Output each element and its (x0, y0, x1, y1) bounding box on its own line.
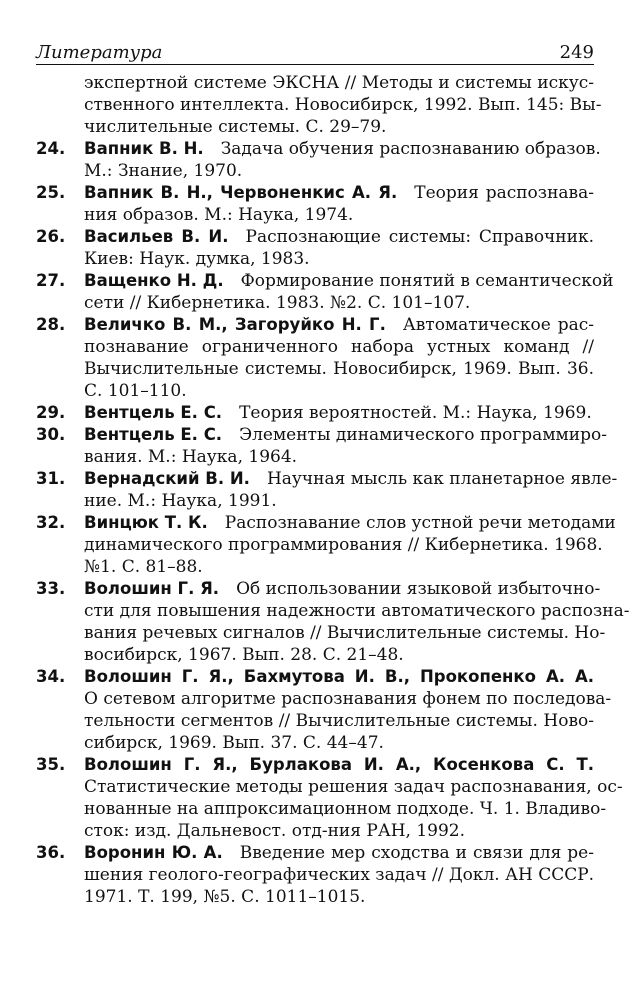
reference-line (84, 776, 623, 798)
page-number: 249 (559, 42, 594, 63)
reference-text: 1971. Т. 199, №5. С. 1011–1015. (84, 887, 366, 907)
reference-number: 34. (36, 667, 66, 686)
reference-number: 24. (36, 139, 66, 158)
reference-author: Васильев В. И. (84, 227, 229, 246)
reference-text: М.: Знание, 1970. (84, 161, 243, 181)
reference-text: О сетевом алгоритме распознавания фонем по последова- (84, 689, 612, 709)
reference-text: Автоматическое рас- (402, 315, 594, 335)
reference-number: 29. (36, 403, 66, 422)
reference-line (84, 336, 594, 358)
reference-line (84, 424, 607, 446)
reference-author: Воронин Ю. А. (84, 843, 223, 862)
reference-author: Вентцель Е. С. (84, 425, 223, 444)
reference-line (84, 292, 594, 314)
reference-text: Распознавание слов устной речи методами (224, 513, 616, 533)
reference-line (84, 270, 614, 292)
reference-number: 27. (36, 271, 66, 290)
reference-number: 32. (36, 513, 66, 532)
reference-line (84, 688, 612, 710)
reference-text: восибирск, 1967. Вып. 28. С. 21–48. (84, 645, 404, 665)
reference-text: Киев: Наук. думка, 1983. (84, 249, 310, 269)
reference-text: Вычислительные системы. Новосибирск, 1969. Вып. 36. (84, 359, 594, 379)
reference-line (84, 600, 630, 622)
page-header (36, 40, 594, 65)
reference-text: ния образов. М.: Наука, 1974. (84, 205, 354, 225)
reference-text: тельности сегментов // Вычислительные системы. Ново- (84, 711, 594, 731)
reference-text: нованные на аппроксимационном подходе. Ч. 1. Владиво- (84, 799, 607, 819)
reference-number: 26. (36, 227, 66, 246)
reference-author: Вапник В. Н., Червоненкис А. Я. (84, 183, 398, 202)
reference-line (84, 622, 606, 644)
reference-line (84, 556, 594, 578)
reference-author: Вапник В. Н. (84, 139, 204, 158)
reference-line (84, 468, 618, 490)
reference-text: Элементы динамического программиро- (239, 425, 607, 445)
reference-text: динамического программирования // Кибернетика. 1968. (84, 535, 603, 555)
reference-text: познавание ограниченного набора устных команд // (84, 337, 594, 357)
reference-line (84, 116, 594, 138)
reference-line (84, 578, 601, 600)
reference-text: Теория вероятностей. М.: Наука, 1969. (239, 403, 592, 423)
reference-text: Теория распознава- (414, 183, 594, 203)
reference-line (84, 160, 594, 182)
reference-author: Вентцель Е. С. (84, 403, 223, 422)
reference-number: 36. (36, 843, 66, 862)
reference-line (84, 644, 594, 666)
reference-text: Об использовании языковой избыточно- (236, 579, 601, 599)
reference-line (84, 94, 602, 116)
reference-line (84, 314, 594, 336)
reference-author: Волошин Г. Я., Бахмутова И. В., Прокопенко А. А. (84, 667, 594, 686)
reference-text: С. 101–110. (84, 381, 187, 401)
reference-number: 30. (36, 425, 66, 444)
section-title: Литература (36, 42, 163, 63)
reference-author: Ващенко Н. Д. (84, 271, 224, 290)
reference-text: Задача обучения распознаванию образов. (220, 139, 601, 159)
reference-line (84, 226, 594, 248)
reference-line (84, 182, 594, 204)
reference-text: Распознающие системы: Справочник. (245, 227, 594, 247)
reference-number: 25. (36, 183, 66, 202)
reference-number: 33. (36, 579, 66, 598)
reference-line (84, 446, 594, 468)
reference-number: 28. (36, 315, 66, 334)
reference-author: Вернадский В. И. (84, 469, 250, 488)
reference-line (84, 204, 594, 226)
reference-line (84, 534, 603, 556)
reference-text: шения геолого-географических задач // Докл. АН СССР. (84, 865, 595, 885)
reference-text: экспертной системе ЭКСНА // Методы и системы искус- (84, 73, 594, 93)
reference-line (84, 248, 594, 270)
reference-line (84, 402, 594, 424)
reference-author: Волошин Г. Я. (84, 579, 220, 598)
reference-author: Винцюк Т. К. (84, 513, 208, 532)
reference-text: №1. С. 81–88. (84, 557, 203, 577)
reference-line (84, 842, 594, 864)
reference-text: вания речевых сигналов // Вычислительные системы. Но- (84, 623, 606, 643)
reference-text: вания. М.: Наука, 1964. (84, 447, 298, 467)
reference-number: 35. (36, 755, 66, 774)
reference-text: ние. М.: Наука, 1991. (84, 491, 277, 511)
reference-text: сети // Кибернетика. 1983. №2. С. 101–107. (84, 293, 471, 313)
reference-line (84, 358, 594, 380)
reference-line (84, 820, 594, 842)
reference-text: Введение мер сходства и связи для ре- (239, 843, 594, 863)
reference-line (84, 886, 594, 908)
reference-text: Формирование понятий в семантической (240, 271, 614, 291)
reference-text: сток: изд. Дальневост. отд-ния РАН, 1992. (84, 821, 465, 841)
reference-text: Научная мысль как планетарное явле- (266, 469, 618, 489)
reference-line (84, 512, 616, 534)
reference-line (84, 732, 594, 754)
reference-text: сти для повышения надежности автоматического распозна- (84, 601, 630, 621)
reference-line (84, 72, 594, 94)
reference-text: Статистические методы решения задач распознавания, ос- (84, 777, 623, 797)
reference-line (84, 864, 594, 886)
reference-number: 31. (36, 469, 66, 488)
reference-text: числительные системы. С. 29–79. (84, 117, 387, 137)
reference-author: Волошин Г. Я., Бурлакова И. А., Косенкова С. Т. (84, 755, 594, 774)
reference-line (84, 380, 594, 402)
reference-author: Величко В. М., Загоруйко Н. Г. (84, 315, 386, 334)
reference-text: сибирск, 1969. Вып. 37. С. 44–47. (84, 733, 384, 753)
reference-line (84, 138, 601, 160)
reference-text: ственного интеллекта. Новосибирск, 1992. Вып. 145: Вы- (84, 95, 602, 115)
reference-line (84, 490, 594, 512)
reference-line (84, 710, 594, 732)
reference-line (84, 798, 607, 820)
